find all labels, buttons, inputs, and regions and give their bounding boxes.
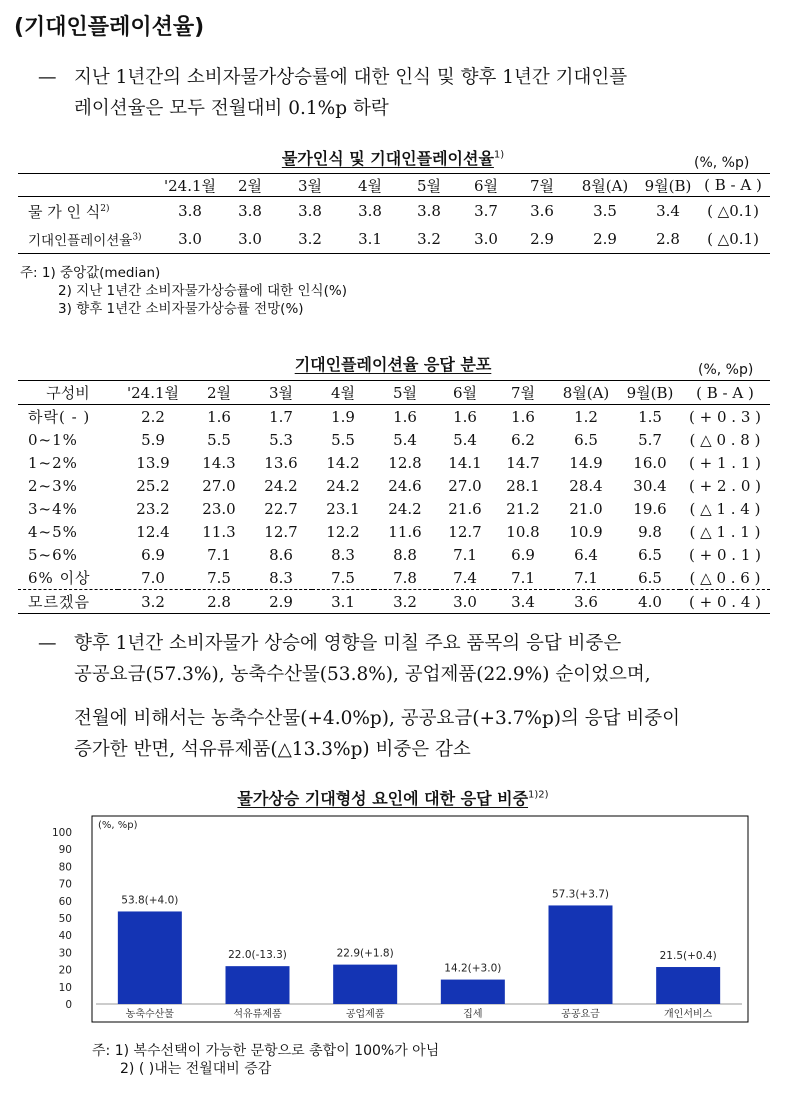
table-cell: 3.8 xyxy=(238,202,262,220)
table-cell: 5.5 xyxy=(207,430,231,449)
table-cell: 5.5 xyxy=(331,430,355,449)
table-cell: 23.2 xyxy=(136,499,170,518)
table-cell: 13.6 xyxy=(264,453,298,472)
para3-line2: 증가한 반면, 석유류제품(△13.3%p) 비중은 감소 xyxy=(74,739,471,760)
perception-expectation-table xyxy=(18,173,770,254)
chart-frame xyxy=(92,816,748,1022)
table-cell: 28.4 xyxy=(569,476,603,495)
table2-col-header: 6월 xyxy=(436,381,494,405)
table-cell: 7.1 xyxy=(574,568,598,587)
table-cell: 3.5 xyxy=(593,202,617,220)
table-cell: 5.3 xyxy=(269,430,293,449)
table-cell: 14.2 xyxy=(326,453,360,472)
table-row xyxy=(18,225,770,254)
table1-note: 3) 향후 1년간 소비자물가상승률 전망(%) xyxy=(58,301,304,317)
table-cell: 1.2 xyxy=(574,407,598,426)
table-cell: 6.5 xyxy=(574,430,598,449)
table-cell: 5.9 xyxy=(141,430,165,449)
table-cell: 2.9 xyxy=(593,230,617,248)
table-cell: ( △0.1) xyxy=(707,230,759,248)
table2-body xyxy=(18,405,770,614)
table-cell: 8.3 xyxy=(269,568,293,587)
table-cell: 3.4 xyxy=(656,202,680,220)
table-row xyxy=(18,590,770,614)
bar xyxy=(549,905,613,1004)
table-cell: 3.6 xyxy=(552,590,620,614)
row-label-expectation: 기대인플레이션율$^{3)}$ xyxy=(28,232,142,249)
table-cell: 3.8 xyxy=(178,202,202,220)
table1-col-header: 3월 xyxy=(280,174,340,197)
x-tick-label: 집세 xyxy=(463,1009,483,1020)
x-tick-label: 공공요금 xyxy=(561,1009,600,1020)
table-cell: 12.7 xyxy=(448,522,482,541)
summary-paragraph-3 xyxy=(74,703,680,765)
table-cell: 7.0 xyxy=(141,568,165,587)
table-cell: 3.2 xyxy=(374,590,436,614)
table-cell: 21.0 xyxy=(569,499,603,518)
table-cell: 13.9 xyxy=(136,453,170,472)
bar xyxy=(226,966,290,1004)
bar-data-label: 14.2(+3.0) xyxy=(444,962,502,975)
table2-title xyxy=(0,352,786,375)
table1-col-header: 2월 xyxy=(220,174,280,197)
table-cell: 8.3 xyxy=(331,545,355,564)
table-row xyxy=(18,474,770,497)
table-row xyxy=(18,451,770,474)
row-label: 2~3% xyxy=(28,476,78,495)
table-cell: 12.4 xyxy=(136,522,170,541)
table2-col-header: 2월 xyxy=(188,381,250,405)
table1-title-footnote: 1) xyxy=(493,149,505,161)
para1-line1: 지난 1년간의 소비자물가상승률에 대한 인식 및 향후 1년간 기대인플 xyxy=(74,67,628,88)
section-heading: (기대인플레이션율) xyxy=(14,15,205,40)
table-cell: 7.1 xyxy=(207,545,231,564)
table-cell: 3.2 xyxy=(417,230,441,248)
table-row xyxy=(18,520,770,543)
y-tick-label: 80 xyxy=(58,861,72,874)
table-cell: 6.2 xyxy=(511,430,535,449)
y-tick-label: 40 xyxy=(58,930,72,943)
y-tick-label: 70 xyxy=(58,878,72,891)
table1-header-blank xyxy=(18,174,160,197)
table1-col-header: ( B - A ) xyxy=(696,174,770,197)
row-label-perception: 물 가 인 식$^{2)}$ xyxy=(28,202,110,221)
table-cell: ( △ 0 . 6 ) xyxy=(689,568,761,587)
bar xyxy=(333,965,397,1004)
table-cell: 1.6 xyxy=(511,407,535,426)
bar-data-label: 53.8(+4.0) xyxy=(121,894,179,907)
y-tick-label: 0 xyxy=(65,999,72,1011)
table-cell: ( △0.1) xyxy=(707,202,759,220)
table-cell: 27.0 xyxy=(202,476,236,495)
table-cell: 21.6 xyxy=(448,499,482,518)
table-cell: ( + 0 . 1 ) xyxy=(689,545,761,564)
expectation-distribution-table xyxy=(18,380,770,614)
table-cell: 7.4 xyxy=(453,568,477,587)
table-cell: 7.1 xyxy=(511,568,535,587)
table-cell: 22.7 xyxy=(264,499,298,518)
x-tick-label: 개인서비스 xyxy=(664,1009,713,1020)
table-cell: 2.2 xyxy=(141,407,165,426)
chart-title-footnote: 1)2) xyxy=(528,789,549,801)
table-cell: 12.7 xyxy=(264,522,298,541)
row-label: 0~1% xyxy=(28,430,78,449)
table-cell: 1.6 xyxy=(207,407,231,426)
chart-unit-label: (%, %p) xyxy=(98,820,138,831)
para1-line2: 레이션율은 모두 전월대비 0.1%p 하락 xyxy=(74,98,389,119)
table-cell: 3.6 xyxy=(530,202,554,220)
y-tick-label: 90 xyxy=(58,844,72,857)
table-cell: ( + 1 . 1 ) xyxy=(689,453,761,472)
table1-notes xyxy=(20,264,347,318)
table-cell: 3.0 xyxy=(436,590,494,614)
table-row xyxy=(18,428,770,451)
table-cell: 2.8 xyxy=(188,590,250,614)
table-cell: 6.9 xyxy=(141,545,165,564)
table-cell: 21.2 xyxy=(506,499,540,518)
table2-col-header: 9월(B) xyxy=(620,381,680,405)
para2-line2: 공공요금(57.3%), 농축수산물(53.8%), 공업제품(22.9%) 순이었으며, xyxy=(74,664,651,685)
table1-col-header: '24.1월 xyxy=(160,174,220,197)
table1-col-header: 6월 xyxy=(458,174,514,197)
table-cell: 1.6 xyxy=(393,407,417,426)
table-row xyxy=(18,197,770,226)
bar xyxy=(441,980,505,1004)
table-cell: 6.9 xyxy=(511,545,535,564)
table-cell: 3.7 xyxy=(474,202,498,220)
table-cell: 2.9 xyxy=(530,230,554,248)
table-cell: 14.3 xyxy=(202,453,236,472)
summary-paragraph-1 xyxy=(38,62,627,124)
table-cell: 19.6 xyxy=(633,499,667,518)
table-cell: 1.7 xyxy=(269,407,293,426)
table1-col-header: 7월 xyxy=(514,174,570,197)
table-cell: 10.8 xyxy=(506,522,540,541)
response-share-bar-chart xyxy=(40,812,752,1030)
table-cell: ( + 0 . 4 ) xyxy=(680,590,770,614)
y-tick-label: 30 xyxy=(58,947,72,960)
row-label: 4~5% xyxy=(28,522,78,541)
table1-header-row xyxy=(18,174,770,197)
table-cell: 25.2 xyxy=(136,476,170,495)
table-cell: 23.1 xyxy=(326,499,360,518)
row-label: 1~2% xyxy=(28,453,78,472)
table2-col-header: 3월 xyxy=(250,381,312,405)
table2-col-header: '24.1월 xyxy=(118,381,188,405)
table-cell: 6.4 xyxy=(574,545,598,564)
table1-col-header: 5월 xyxy=(400,174,458,197)
table-cell: 3.8 xyxy=(298,202,322,220)
table-cell: 7.5 xyxy=(207,568,231,587)
row-label: 6% 이상 xyxy=(28,569,91,587)
chart-title xyxy=(0,786,786,809)
table-cell: 2.9 xyxy=(250,590,312,614)
y-tick-label: 10 xyxy=(58,981,72,994)
table-cell: 16.0 xyxy=(633,453,667,472)
table-cell: 6.5 xyxy=(638,545,662,564)
table-cell: 3.4 xyxy=(494,590,552,614)
table-cell: 28.1 xyxy=(506,476,540,495)
row-label: 모르겠음 xyxy=(18,590,118,614)
table-cell: 4.0 xyxy=(620,590,680,614)
y-tick-label: 50 xyxy=(58,913,72,925)
table-cell: 11.6 xyxy=(388,522,422,541)
table-cell: 12.2 xyxy=(326,522,360,541)
row-label: 3~4% xyxy=(28,499,78,518)
table-cell: 9.8 xyxy=(638,522,662,541)
table2-col-header: 7월 xyxy=(494,381,552,405)
table-cell: 7.8 xyxy=(393,568,417,587)
bar xyxy=(118,911,182,1004)
row-label: 5~6% xyxy=(28,545,78,564)
table-row xyxy=(18,497,770,520)
table2-header-row xyxy=(18,381,770,405)
table-row xyxy=(18,543,770,566)
table-cell: 5.7 xyxy=(638,430,662,449)
table1-col-header: 8월(A) xyxy=(570,174,640,197)
bar-data-label: 22.9(+1.8) xyxy=(336,947,394,960)
table-cell: 2.8 xyxy=(656,230,680,248)
table2-col-header: 4월 xyxy=(312,381,374,405)
table-cell: 8.8 xyxy=(393,545,417,564)
chart-note: 주: 1) 복수선택이 가능한 문항으로 총합이 100%가 아님 xyxy=(92,1043,440,1059)
table2-col-header: 5월 xyxy=(374,381,436,405)
table-cell: 24.2 xyxy=(388,499,422,518)
table-cell: 24.6 xyxy=(388,476,422,495)
table-cell: 3.0 xyxy=(474,230,498,248)
table-cell: 1.6 xyxy=(453,407,477,426)
table-cell: 23.0 xyxy=(202,499,236,518)
y-tick-label: 20 xyxy=(58,964,72,977)
table2-unit: (%, %p) xyxy=(698,362,754,378)
table-cell: 3.8 xyxy=(358,202,382,220)
bar-data-label: 57.3(+3.7) xyxy=(551,888,610,901)
table-cell: 12.8 xyxy=(388,453,422,472)
table-cell: 24.2 xyxy=(326,476,360,495)
table1-col-header: 9월(B) xyxy=(640,174,696,197)
table1-note: 주: 1) 중앙값(median) xyxy=(20,265,161,281)
table-cell: 5.4 xyxy=(453,430,477,449)
row-label: 하락( - ) xyxy=(28,408,91,426)
table-cell: 24.2 xyxy=(264,476,298,495)
bar xyxy=(656,967,720,1004)
table-cell: 1.9 xyxy=(331,407,355,426)
table1-unit: (%, %p) xyxy=(694,155,750,171)
y-tick-label: 100 xyxy=(51,827,72,839)
table-cell: 6.5 xyxy=(638,568,662,587)
bar-data-label: 22.0(-13.3) xyxy=(228,949,287,962)
table-cell: 3.0 xyxy=(178,230,202,248)
table-cell: ( △ 1 . 4 ) xyxy=(689,499,761,518)
table-cell: 8.6 xyxy=(269,545,293,564)
chart-note: 2) ( )내는 전월대비 증감 xyxy=(120,1061,272,1077)
table-row xyxy=(18,405,770,429)
para2-line1: 향후 1년간 소비자물가 상승에 영향을 미칠 주요 품목의 응답 비중은 xyxy=(74,633,622,654)
dash-bullet: — xyxy=(38,633,57,654)
table-cell: 5.4 xyxy=(393,430,417,449)
table-cell: ( △ 0 . 8 ) xyxy=(689,430,761,449)
table-cell: 11.3 xyxy=(202,522,236,541)
table2-col-header: 구성비 xyxy=(18,381,118,405)
table-cell: 30.4 xyxy=(633,476,667,495)
table-cell: 7.1 xyxy=(453,545,477,564)
table-cell: ( △ 1 . 1 ) xyxy=(689,522,761,541)
para3-line1: 전월에 비해서는 농축수산물(+4.0%p), 공공요금(+3.7%p)의 응답 비중이 xyxy=(74,708,681,729)
table-cell: 1.5 xyxy=(638,407,662,426)
dash-bullet: — xyxy=(38,67,57,88)
table1-note: 2) 지난 1년간 소비자물가상승률에 대한 인식(%) xyxy=(58,283,347,299)
table-cell: 3.1 xyxy=(358,230,382,248)
table-cell: ( + 0 . 3 ) xyxy=(689,407,761,426)
table-cell: 10.9 xyxy=(569,522,603,541)
table-cell: 14.9 xyxy=(569,453,603,472)
table-cell: 3.8 xyxy=(417,202,441,220)
table-cell: 7.5 xyxy=(331,568,355,587)
table2-col-header: ( B - A ) xyxy=(680,381,770,405)
table-cell: 3.2 xyxy=(298,230,322,248)
table-row xyxy=(18,566,770,590)
table-cell: 14.7 xyxy=(506,453,540,472)
summary-paragraph-2 xyxy=(38,628,651,690)
chart-notes xyxy=(92,1042,439,1078)
table-cell: ( + 2 . 0 ) xyxy=(689,476,761,495)
x-tick-label: 석유류제품 xyxy=(233,1009,282,1020)
table1-title xyxy=(0,146,786,169)
chart-title-text: 물가상승 기대형성 요인에 대한 응답 비중 xyxy=(237,789,529,808)
table-cell: 3.2 xyxy=(118,590,188,614)
table2-col-header: 8월(A) xyxy=(552,381,620,405)
x-tick-label: 농축수산물 xyxy=(125,1009,174,1020)
table-cell: 27.0 xyxy=(448,476,482,495)
table1-col-header: 4월 xyxy=(340,174,400,197)
bar-data-label: 21.5(+0.4) xyxy=(659,950,717,963)
table2-title-text: 기대인플레이션율 응답 분포 xyxy=(294,355,492,374)
table-cell: 14.1 xyxy=(448,453,482,472)
table1-title-text: 물가인식 및 기대인플레이션율 xyxy=(281,149,494,168)
y-tick-label: 60 xyxy=(58,895,72,908)
table-cell: 3.1 xyxy=(312,590,374,614)
table-cell: 3.0 xyxy=(238,230,262,248)
x-tick-label: 공업제품 xyxy=(345,1009,385,1020)
